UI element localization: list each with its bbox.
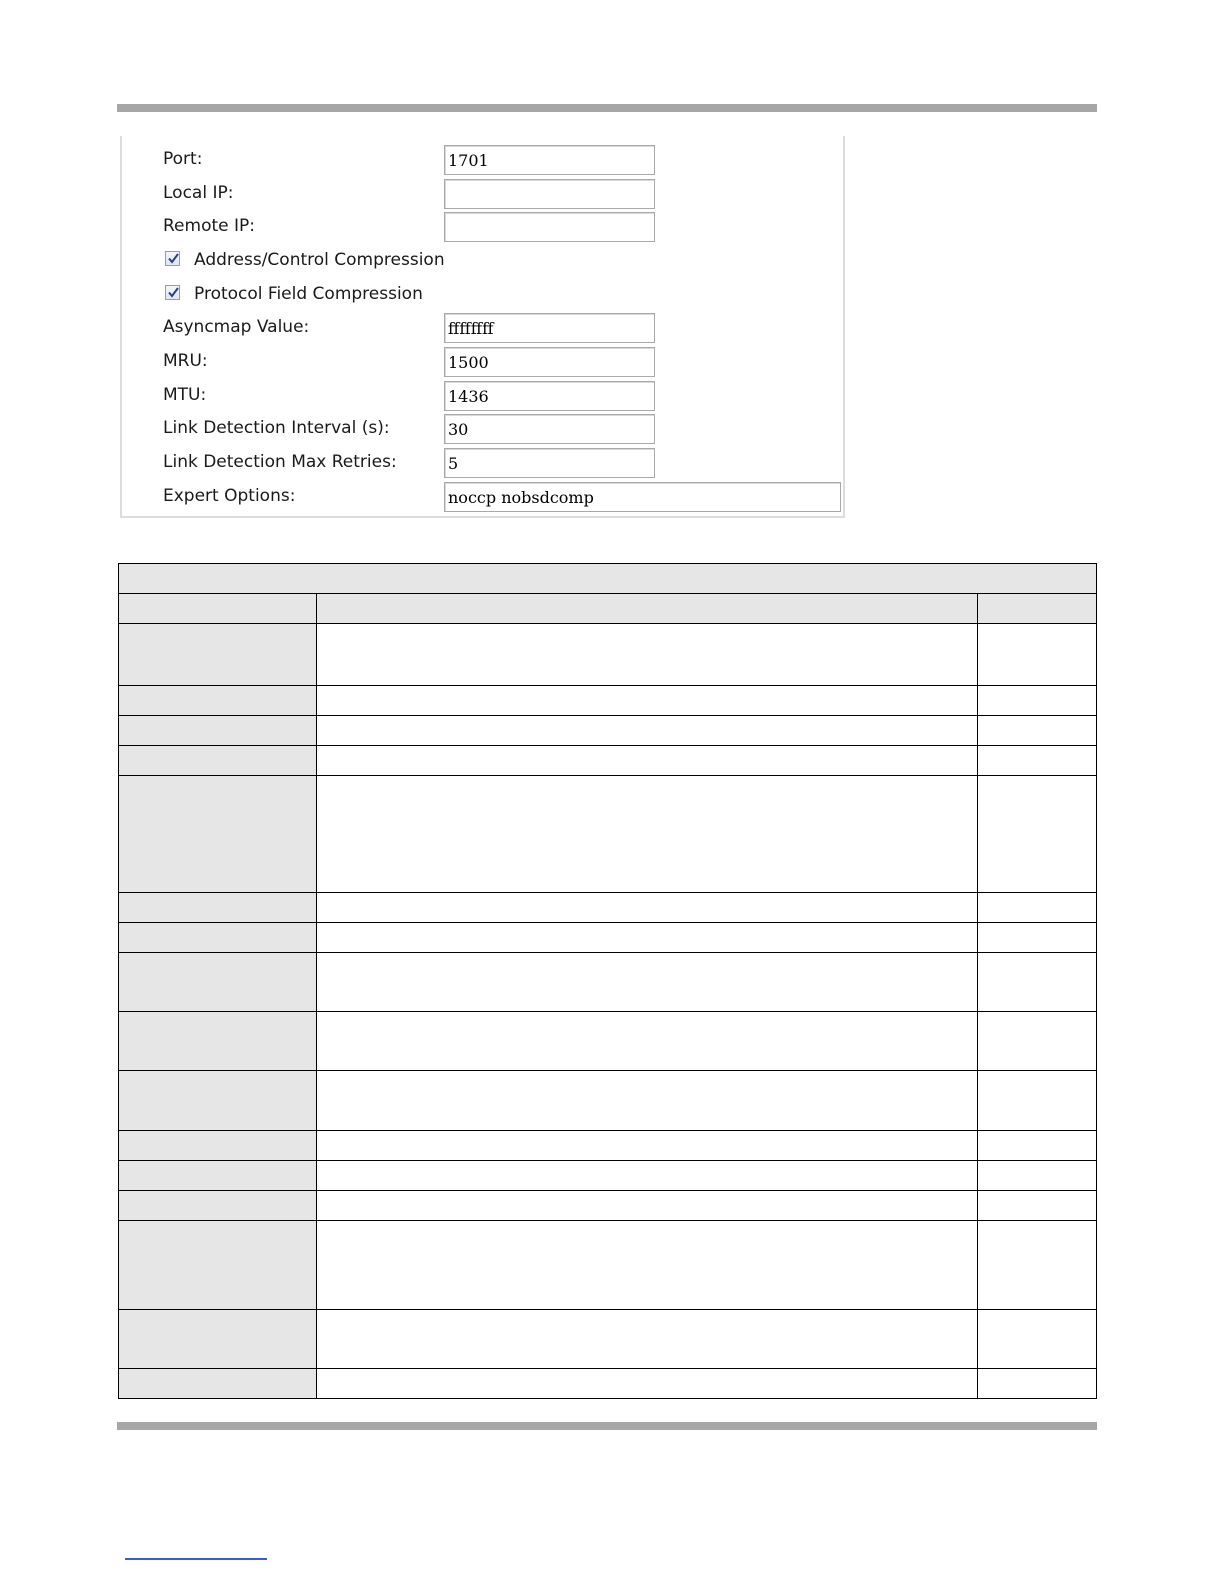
mtu-input[interactable]: 1436	[444, 381, 655, 411]
table-cell	[977, 1369, 1096, 1399]
table-cell	[119, 624, 317, 686]
table-cell	[119, 1012, 317, 1071]
table-cell	[317, 923, 978, 953]
remote-ip-row	[122, 212, 843, 246]
asyncmap-input[interactable]: ffffffff	[444, 313, 655, 343]
table-row	[119, 923, 1097, 953]
table-cell	[977, 746, 1096, 776]
table-cell	[119, 1071, 317, 1131]
table-row	[119, 1191, 1097, 1221]
table-cell	[977, 1310, 1096, 1369]
table-cell	[119, 1131, 317, 1161]
table-title-cell	[119, 564, 1097, 594]
protocol-field-compression-checkbox[interactable]	[165, 285, 180, 300]
table-cell	[317, 1369, 978, 1399]
table-cell	[119, 923, 317, 953]
table-cell	[977, 1131, 1096, 1161]
link-detection-max-retries-row	[122, 448, 843, 482]
remote-ip-input[interactable]	[444, 212, 655, 242]
table-cell	[119, 776, 317, 893]
table-cell	[317, 686, 978, 716]
local-ip-input[interactable]	[444, 179, 655, 209]
parameter-table	[118, 563, 1097, 1399]
mru-label: MRU:	[163, 351, 208, 371]
link-detection-interval-label: Link Detection Interval (s):	[163, 418, 390, 438]
table-row	[119, 1131, 1097, 1161]
asyncmap-label: Asyncmap Value:	[163, 317, 310, 337]
table-row	[119, 776, 1097, 893]
header-cell	[977, 594, 1096, 624]
protocol-field-compression-row	[122, 280, 843, 314]
header-cell	[119, 594, 317, 624]
local-ip-row	[122, 179, 843, 213]
table-cell	[119, 953, 317, 1012]
table-cell	[317, 1071, 978, 1131]
table-row	[119, 1369, 1097, 1399]
table-cell	[317, 1161, 978, 1191]
table-cell	[977, 893, 1096, 923]
table-title-row	[119, 564, 1097, 594]
table-cell	[119, 686, 317, 716]
table-row	[119, 624, 1097, 686]
footer-link-underline[interactable]	[125, 1558, 267, 1560]
table-row	[119, 746, 1097, 776]
local-ip-label: Local IP:	[163, 183, 234, 203]
table-cell	[317, 716, 978, 746]
footer-rule	[117, 1422, 1097, 1430]
remote-ip-label: Remote IP:	[163, 216, 255, 236]
mru-input[interactable]: 1500	[444, 347, 655, 377]
l2tp-advanced-settings-panel	[120, 136, 845, 518]
checkmark-icon	[167, 286, 180, 299]
table-cell	[119, 1369, 317, 1399]
table-header-row	[119, 594, 1097, 624]
table-cell	[317, 1131, 978, 1161]
link-detection-max-retries-input[interactable]: 5	[444, 448, 655, 478]
link-detection-max-retries-label: Link Detection Max Retries:	[163, 452, 397, 472]
table-row	[119, 686, 1097, 716]
table-cell	[119, 1221, 317, 1310]
table-cell	[317, 1012, 978, 1071]
expert-options-row	[122, 482, 843, 516]
header-cell	[317, 594, 978, 624]
link-detection-interval-row	[122, 414, 843, 448]
expert-options-input[interactable]: noccp nobsdcomp	[444, 482, 841, 512]
table-cell	[119, 1310, 317, 1369]
table-cell	[317, 746, 978, 776]
table-row	[119, 1012, 1097, 1071]
link-detection-interval-input[interactable]: 30	[444, 414, 655, 444]
table-cell	[977, 953, 1096, 1012]
table-cell	[977, 1071, 1096, 1131]
port-label: Port:	[163, 149, 203, 169]
asyncmap-row	[122, 313, 843, 347]
table-cell	[317, 776, 978, 893]
table-cell	[317, 1310, 978, 1369]
table-cell	[317, 624, 978, 686]
mtu-row	[122, 381, 843, 415]
table-cell	[119, 1191, 317, 1221]
port-input[interactable]: 1701	[444, 145, 655, 175]
table-row	[119, 1071, 1097, 1131]
table-cell	[977, 716, 1096, 746]
checkmark-icon	[167, 252, 180, 265]
protocol-field-compression-label: Protocol Field Compression	[194, 284, 423, 304]
table-cell	[977, 923, 1096, 953]
table-cell	[119, 1161, 317, 1191]
table-cell	[119, 893, 317, 923]
table-cell	[977, 686, 1096, 716]
mtu-label: MTU:	[163, 385, 207, 405]
table-row	[119, 1221, 1097, 1310]
table-cell	[317, 953, 978, 1012]
table-cell	[977, 1221, 1096, 1310]
table-cell	[977, 1191, 1096, 1221]
table-cell	[317, 1191, 978, 1221]
table-cell	[317, 893, 978, 923]
port-row	[122, 145, 843, 179]
address-control-compression-label: Address/Control Compression	[194, 250, 445, 270]
mru-row	[122, 347, 843, 381]
table-row	[119, 1310, 1097, 1369]
table-cell	[977, 1161, 1096, 1191]
table-cell	[977, 624, 1096, 686]
table-cell	[977, 776, 1096, 893]
table-cell	[317, 1221, 978, 1310]
header-rule	[117, 104, 1097, 112]
table-cell	[119, 716, 317, 746]
table-row	[119, 953, 1097, 1012]
table-cell	[119, 746, 317, 776]
expert-options-label: Expert Options:	[163, 486, 296, 506]
address-control-compression-row	[122, 246, 843, 280]
address-control-compression-checkbox[interactable]	[165, 251, 180, 266]
table-row	[119, 1161, 1097, 1191]
table-row	[119, 893, 1097, 923]
table-row	[119, 716, 1097, 746]
table-cell	[977, 1012, 1096, 1071]
